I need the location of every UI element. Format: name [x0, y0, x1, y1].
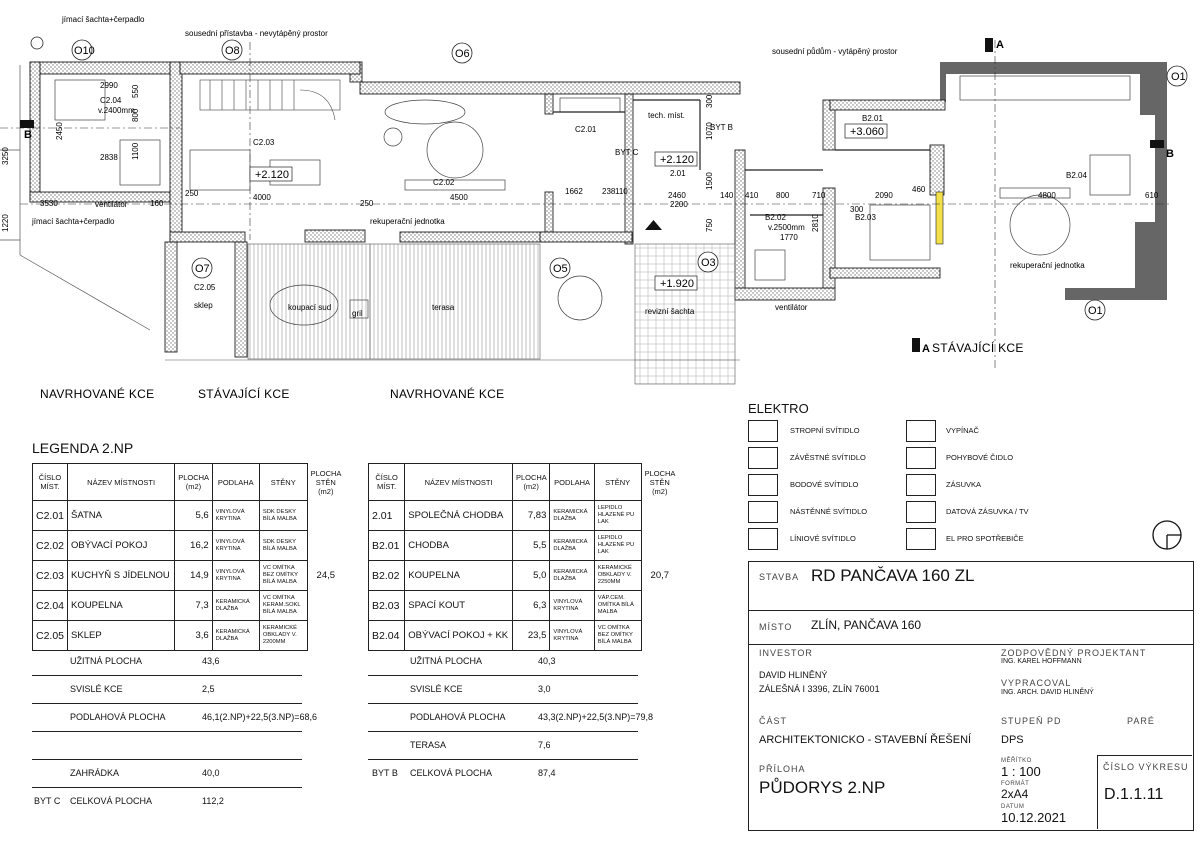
sum-row: TERASA 7,6	[368, 731, 638, 760]
dim-2838: 2838	[100, 153, 118, 162]
meritko-label: MĚŘÍTKO	[1001, 758, 1032, 764]
dim-610: 610	[1145, 191, 1159, 200]
table-row	[369, 531, 679, 561]
annot-sousedni-right: sousední půdům - vytápěný prostor	[772, 47, 898, 56]
cell-name: OBÝVACÍ POKOJ + KK	[405, 621, 513, 651]
annot-tech-mist: tech. míst.	[648, 111, 685, 120]
room-c204-height: v.2400mm	[98, 106, 135, 115]
hdr-steny: STĚNY	[594, 464, 641, 501]
cell-area: 16,2	[175, 531, 212, 561]
elektro-label: STROPNÍ SVÍTIDLO	[790, 426, 860, 435]
dim-4800: 4800	[1038, 191, 1056, 200]
format-value: 2xA4	[1001, 787, 1029, 801]
cell-floor: KERAMICKÁ DLAŽBA	[550, 531, 594, 561]
sum-row: UŽITNÁ PLOCHA 43,6	[32, 647, 302, 676]
dim-4000: 4000	[253, 193, 271, 202]
cell-name: SKLEP	[68, 621, 175, 651]
cell-name: KOUPELNA	[405, 561, 513, 591]
table-row	[33, 561, 345, 591]
annot-rekuperacni-right: rekuperační jednotka	[1010, 261, 1085, 270]
dim-800: 800	[131, 108, 140, 122]
room-byt-c: BYT C	[615, 148, 639, 157]
cell-name: CHODBA	[405, 531, 513, 561]
grid-bubbles	[31, 37, 1187, 320]
section-a-top: A	[996, 39, 1004, 51]
dim-238: 238	[602, 187, 616, 196]
table-row	[33, 501, 345, 531]
room-c203: C2.03	[253, 138, 275, 147]
dim-250b: 250	[360, 199, 374, 208]
grid-o5: O5	[553, 263, 568, 275]
elektro-symbol-box	[748, 501, 778, 523]
stairs	[200, 80, 340, 120]
cell-walls: VC OMÍTKA BEZ OMÍTKY BÍLÁ MALBA	[259, 561, 307, 591]
cell-name: KUCHYŇ S JÍDELNOU	[68, 561, 175, 591]
elektro-symbol-box	[748, 420, 778, 442]
dim-1662: 1662	[565, 187, 583, 196]
hdr-plocha: PLOCHA (m2)	[512, 464, 549, 501]
annot-jimaci-left: jímací šachta+čerpadlo	[32, 217, 115, 226]
dim-1770: 1770	[780, 233, 798, 242]
cell-area: 5,5	[512, 531, 549, 561]
cell-area: 5,0	[512, 561, 549, 591]
cell-floor: KERAMICKÁ DLAŽBA	[212, 621, 259, 651]
cell-floor: KERAMICKÁ DLAŽBA	[212, 591, 259, 621]
elektro-label: EL PRO SPOTŘEBIČE	[946, 534, 1024, 543]
annot-jimaci-top: jímací šachta+čerpadlo	[62, 15, 145, 24]
dim-1100: 1100	[131, 142, 140, 160]
room-b203: B2.03	[855, 213, 876, 222]
north-arrow-icon	[1150, 518, 1184, 552]
sum-row-total: BYT B CELKOVÁ PLOCHA 87,4	[372, 768, 556, 778]
cell-area: 3,6	[175, 621, 212, 651]
dim-140: 140	[720, 191, 734, 200]
elektro-label: DATOVÁ ZÁSUVKA / TV	[946, 507, 1029, 516]
sum-row: UŽITNÁ PLOCHA 40,3	[368, 647, 638, 676]
grid-o7: O7	[195, 263, 210, 275]
grid-o6: O6	[455, 48, 470, 60]
sum-row: PODLAHOVÁ PLOCHA 46,1(2.NP)+22,5(3.NP)=68,6	[32, 703, 302, 732]
dim-2810: 2810	[811, 214, 820, 232]
room-c205: C2.05	[194, 283, 216, 292]
table-row	[369, 561, 679, 591]
dim-2990: 2990	[100, 81, 118, 90]
dim-300b: 300	[850, 205, 864, 214]
hdr-plocha: PLOCHA (m2)	[175, 464, 212, 501]
cast-value: ARCHITEKTONICKO - STAVEBNÍ ŘEŠENÍ	[759, 734, 972, 746]
format-label: FORMÁT	[1001, 781, 1030, 787]
elektro-label: ZÁVĚSTNÉ SVÍTIDLO	[790, 453, 866, 462]
legend-table-right	[368, 463, 678, 651]
kce-navrh-1: NAVRHOVANÉ KCE	[40, 387, 155, 400]
cell-name: ŠATNA	[68, 501, 175, 531]
room-c202: C2.02	[433, 178, 455, 187]
projektant-value: ING. KAREL HOFFMANN	[1001, 658, 1082, 665]
elektro-label: BODOVÉ SVÍTIDLO	[790, 480, 859, 489]
hdr-nazev: NÁZEV MÍSTNOSTI	[68, 464, 175, 501]
dim-460: 460	[912, 185, 926, 194]
terrace-deck	[248, 244, 540, 359]
cell-floor: VINYLOVÁ KRYTINA	[212, 561, 259, 591]
investor-label: INVESTOR	[759, 648, 813, 658]
annot-revizni: revizní šachta	[645, 307, 695, 316]
room-byt-b: BYT B	[710, 123, 733, 132]
room-201: 2.01	[670, 169, 686, 178]
dim-710: 710	[812, 191, 826, 200]
dim-750: 750	[705, 218, 714, 232]
cell-name: SPOLEČNÁ CHODBA	[405, 501, 513, 531]
hdr-steny: STĚNY	[259, 464, 307, 501]
elektro-label: POHYBOVÉ ČIDLO	[946, 453, 1014, 462]
room-b202: B2.02	[765, 213, 786, 222]
cell-floor: VINYLOVÁ KRYTINA	[550, 591, 594, 621]
elektro-title: ELEKTRO	[748, 401, 809, 416]
sum-row: ZAHRÁDKA 40,0	[32, 759, 302, 788]
hdr-cislo: ČÍSLO MÍST.	[369, 464, 405, 501]
sum-row: SVISLÉ KCE 2,5	[32, 675, 302, 704]
legend-title: LEGENDA 2.NP	[32, 440, 134, 456]
cell-walls: VC OMÍTKA KERAM.SOKL BÍLÁ MALBA	[259, 591, 307, 621]
section-b-right: B	[1166, 148, 1174, 160]
dim-4500: 4500	[450, 193, 468, 202]
cell-walls: VC OMÍTKA BEZ OMÍTKY BÍLÁ MALBA	[594, 621, 641, 651]
level-byt-b: +3.060	[850, 126, 884, 138]
dim-110: 110	[615, 187, 628, 196]
cell-floor: KERAMICKÁ DLAŽBA	[550, 501, 594, 531]
annot-terasa: terasa	[432, 303, 455, 312]
hdr-cislo: ČÍSLO MÍST.	[33, 464, 68, 501]
cell-area: 6,3	[512, 591, 549, 621]
cell-wall-area: 20,7	[650, 570, 670, 581]
table-row	[33, 621, 345, 651]
level-c203: +2.120	[255, 169, 289, 181]
cell-name: OBÝVACÍ POKOJ	[68, 531, 175, 561]
cast-label: ČÁST	[759, 716, 788, 726]
cell-code: 2.01	[369, 501, 405, 531]
furniture	[55, 76, 1130, 325]
grid-o1-bottom: O1	[1088, 305, 1103, 317]
hdr-plocha-sten: PLOCHA STĚN (m2)	[310, 468, 342, 496]
cislo-value: D.1.1.11	[1104, 786, 1164, 803]
annot-koupaci-sud: koupací sud	[288, 303, 332, 312]
elektro-label: LÍNIOVÉ SVÍTIDLO	[790, 534, 856, 543]
stavba-value: RD PANČAVA 160 ZL	[811, 566, 975, 585]
cell-code: C2.05	[33, 621, 68, 651]
elektro-symbol-box	[748, 528, 778, 550]
dim-3530: 3530	[40, 199, 58, 208]
dim-550: 550	[131, 84, 140, 98]
elektro-symbol-box	[906, 420, 936, 442]
grid-o1-right: O1	[1171, 71, 1186, 83]
dim-2450: 2450	[55, 122, 64, 140]
misto-value: ZLÍN, PANČAVA 160	[811, 618, 922, 632]
elektro-label: VYPÍNAČ	[946, 426, 979, 435]
annot-ventilator-left: ventilátor	[95, 200, 128, 209]
grid-o3: O3	[701, 257, 716, 269]
elektro-symbol-box	[748, 474, 778, 496]
cell-code: B2.04	[369, 621, 405, 651]
dim-3250: 3250	[1, 147, 10, 165]
kce-stav-right: STÁVAJÍCÍ KCE	[932, 341, 1024, 355]
hdr-podlaha: PODLAHA	[550, 464, 594, 501]
cell-name: SPACÍ KOUT	[405, 591, 513, 621]
level-ext: +1.920	[660, 278, 694, 290]
sum-row: PODLAHOVÁ PLOCHA 43,3(2.NP)+22,5(3.NP)=79,8	[368, 703, 638, 732]
section-a-bottom: A	[922, 343, 930, 355]
title-block	[748, 561, 1194, 831]
cell-floor: KERAMICKÁ DLAŽBA	[550, 561, 594, 591]
dim-250a: 250	[185, 189, 199, 198]
table-row	[369, 501, 679, 531]
cell-floor: VINYLOVÁ KRYTINA	[550, 621, 594, 651]
elektro-symbol-box	[906, 501, 936, 523]
cell-area: 23,5	[512, 621, 549, 651]
cell-floor: VINYLOVÁ KRYTINA	[212, 501, 259, 531]
cell-area: 7,3	[175, 591, 212, 621]
annot-rekuperacni-left: rekuperační jednotka	[370, 217, 445, 226]
elektro-symbol-box	[906, 528, 936, 550]
grid-o10: O10	[74, 45, 95, 57]
stavba-label: STAVBA	[759, 572, 800, 582]
section-b-left: B	[24, 129, 32, 141]
cell-code: B2.02	[369, 561, 405, 591]
cell-walls: SDK DESKY BÍLÁ MALBA	[259, 531, 307, 561]
cell-walls: VÁP.CEM. OMÍTKA BÍLÁ MALBA	[594, 591, 641, 621]
hdr-nazev: NÁZEV MÍSTNOSTI	[405, 464, 513, 501]
room-c204: C2.04	[100, 96, 122, 105]
cell-code: C2.01	[33, 501, 68, 531]
cell-code: C2.02	[33, 531, 68, 561]
kce-navrh-2: NAVRHOVANÉ KCE	[390, 387, 505, 400]
dim-2460: 2460	[668, 191, 686, 200]
room-c201: C2.01	[575, 125, 597, 134]
cell-walls: KERAMICKÉ OBKLADY V. 2250MM	[594, 561, 641, 591]
cell-code: C2.04	[33, 591, 68, 621]
dim-800b: 800	[776, 191, 790, 200]
annot-sklep: sklep	[194, 301, 213, 310]
cell-floor: VINYLOVÁ KRYTINA	[212, 531, 259, 561]
stupen-label: STUPEŇ PD	[1001, 716, 1062, 726]
cell-wall-area: 24,5	[316, 570, 336, 581]
cell-walls: SDK DESKY BÍLÁ MALBA	[259, 501, 307, 531]
drawing-number-box	[1097, 755, 1192, 829]
cell-code: B2.01	[369, 531, 405, 561]
cell-area: 14,9	[175, 561, 212, 591]
priloha-value: PŮDORYS 2.NP	[759, 778, 886, 797]
dim-1220: 1220	[1, 214, 10, 232]
room-b201: B2.01	[862, 114, 883, 123]
floor-plan	[0, 0, 1200, 400]
cell-code: B2.03	[369, 591, 405, 621]
elektro-symbol-box	[906, 474, 936, 496]
annot-gril: gril	[352, 309, 363, 318]
room-b202-height: v.2500mm	[768, 223, 805, 232]
stupen-value: DPS	[1001, 734, 1024, 746]
level-byt-c: +2.120	[660, 154, 694, 166]
table-row	[33, 591, 345, 621]
elektro-symbol-box	[748, 447, 778, 469]
meritko-value: 1 : 100	[1001, 764, 1041, 779]
dim-300a: 300	[705, 94, 714, 108]
vypracoval-value: ING. ARCH. DAVID HLINĚNÝ	[1001, 689, 1094, 696]
dim-1500: 1500	[705, 172, 714, 190]
dim-2090: 2090	[875, 191, 893, 200]
hdr-plocha-sten: PLOCHA STĚN (m2)	[644, 468, 676, 496]
cell-walls: LEPIDLO HLAZENÉ PU LAK	[594, 531, 641, 561]
elektro-label: ZÁSUVKA	[946, 480, 982, 489]
sum-row-total: BYT C CELKOVÁ PLOCHA 112,2	[34, 796, 224, 806]
dim-2200: 2200	[670, 200, 688, 209]
misto-label: MÍSTO	[759, 622, 793, 632]
table-row	[369, 621, 679, 651]
room-b204: B2.04	[1066, 171, 1087, 180]
dim-160: 160	[150, 199, 164, 208]
table-row	[33, 531, 345, 561]
elektro-symbol-box	[906, 447, 936, 469]
cell-walls: KERAMICKÉ OBKLADY V. 2200MM	[259, 621, 307, 651]
annot-sousedni-left: sousední přístavba - nevytápěný prostor	[185, 29, 328, 38]
cell-area: 7,83	[512, 501, 549, 531]
pare-label: PARÉ	[1127, 716, 1155, 726]
sum-row	[32, 731, 302, 760]
datum-value: 10.12.2021	[1001, 810, 1067, 825]
datum-label: DATUM	[1001, 804, 1025, 810]
cell-walls: LEPIDLO HLAZENÉ PU LAK	[594, 501, 641, 531]
investor-address: ZÁLEŠNÁ I 3396, ZLÍN 76001	[759, 684, 880, 694]
cell-area: 5,6	[175, 501, 212, 531]
vypracoval-label: VYPRACOVAL	[1001, 678, 1072, 688]
investor-name: DAVID HLINĚNÝ	[759, 670, 828, 680]
elektro-label: NÁSTĚNNÉ SVÍTIDLO	[790, 507, 868, 516]
kce-stav-1: STÁVAJÍCÍ KCE	[198, 387, 290, 400]
cislo-label: ČÍSLO VÝKRESU	[1103, 762, 1189, 772]
legend-table-left	[32, 463, 344, 651]
priloha-label: PŘÍLOHA	[759, 764, 806, 774]
sum-row: SVISLÉ KCE 3,0	[368, 675, 638, 704]
table-row	[369, 591, 679, 621]
annot-ventilator-right: ventilátor	[775, 303, 808, 312]
dim-1070: 1070	[705, 122, 714, 140]
cell-name: KOUPELNA	[68, 591, 175, 621]
dim-410: 410	[745, 191, 759, 200]
grid-o8: O8	[225, 45, 240, 57]
cell-code: C2.03	[33, 561, 68, 591]
projektant-label: ZODPOVĚDNÝ PROJEKTANT	[1001, 648, 1147, 658]
hdr-podlaha: PODLAHA	[212, 464, 259, 501]
